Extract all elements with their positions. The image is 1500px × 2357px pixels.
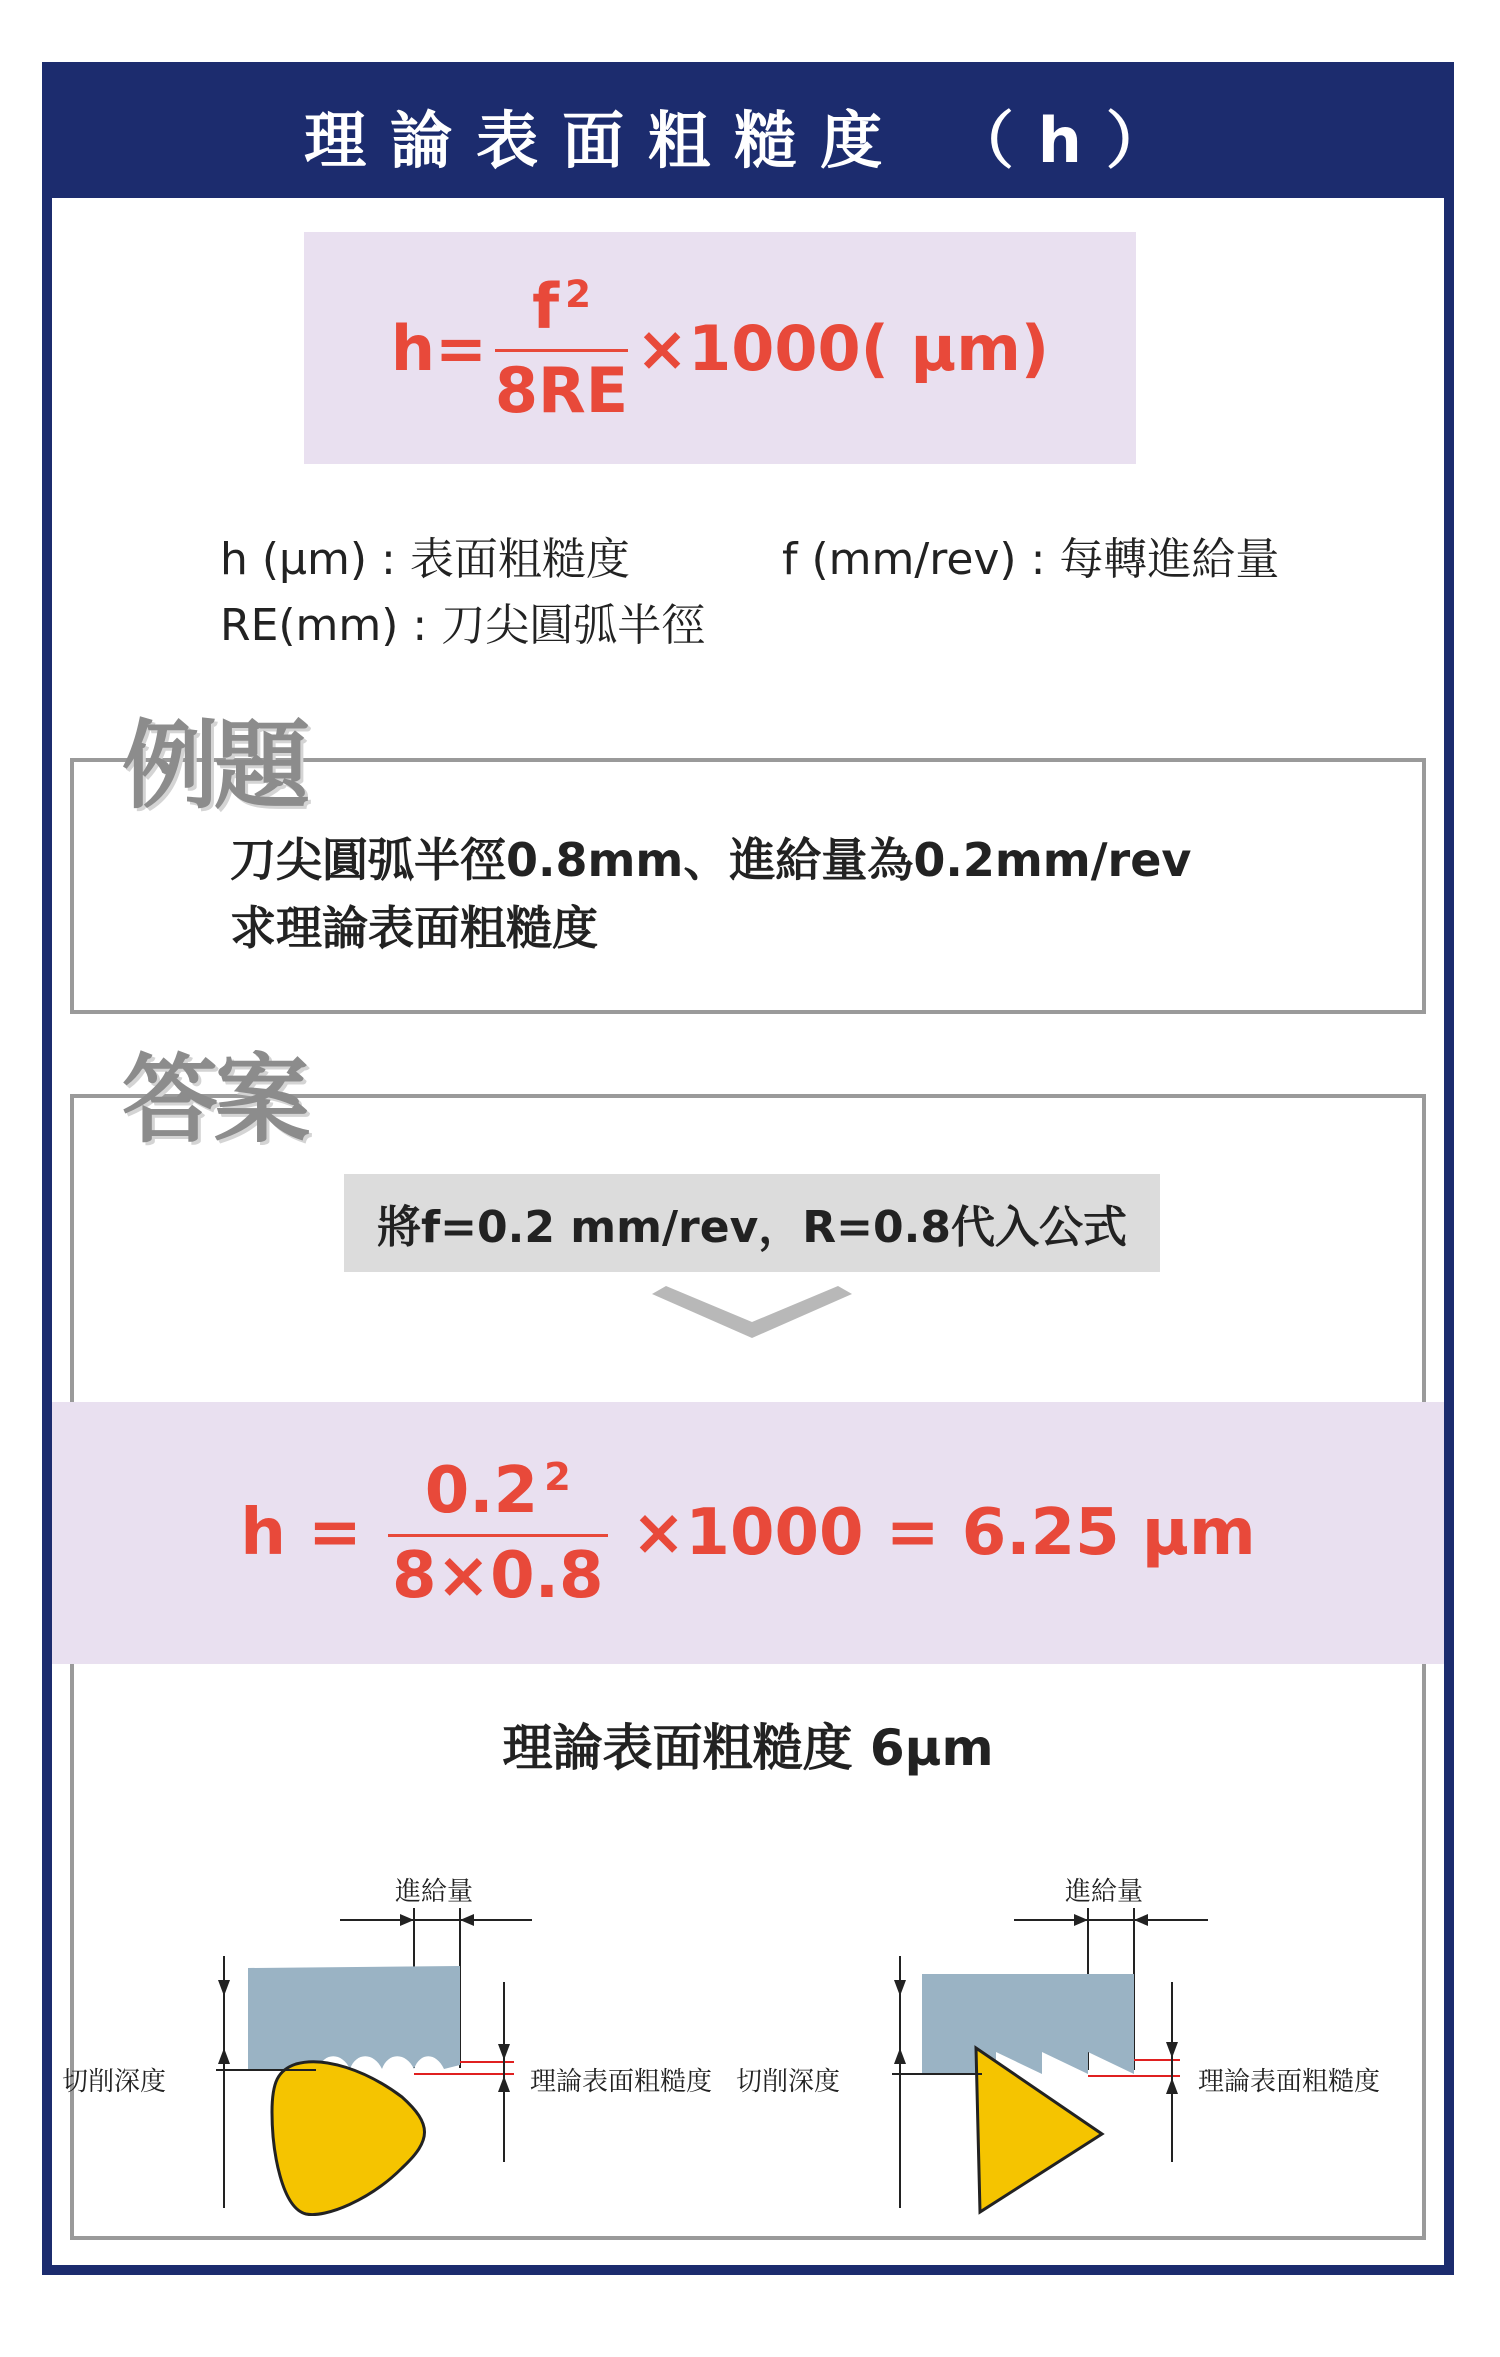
answer-conclusion: 理論表面粗糙度 6μm xyxy=(502,1719,994,1777)
variable-legend xyxy=(220,527,1279,659)
workpiece-left xyxy=(248,1966,460,2069)
formula-numerator: f $^2$ xyxy=(532,269,591,343)
round-insert-diagram xyxy=(62,1877,712,2215)
result-rhs: ×1000 = 6.25 μm xyxy=(631,1496,1256,1570)
example-prompt: 求理論表面粗糙度 xyxy=(230,901,598,955)
depth-label-left: 切削深度 xyxy=(61,2067,167,2097)
chevron-down-icon xyxy=(652,1286,852,1346)
example-label: 例題 xyxy=(122,710,306,822)
formula-lhs: h= xyxy=(390,311,487,385)
example-question: 刀尖圓弧半徑0.8mm、進給量為0.2mm/rev xyxy=(230,833,1192,887)
feed-label-left: 進給量 xyxy=(394,1877,474,1907)
roughness-label-left: 理論表面粗糙度 xyxy=(530,2067,713,2097)
answer-label: 答案 xyxy=(122,1044,306,1156)
page-title: 理論表面粗糙度 （h） xyxy=(52,72,1444,198)
result-lhs: h = xyxy=(240,1496,362,1570)
round-insert xyxy=(272,2062,425,2215)
feed-label-right: 進給量 xyxy=(1064,1877,1144,1907)
formula-fraction xyxy=(495,270,628,427)
result-band xyxy=(52,1402,1444,1664)
legend-f: f (mm/rev) : 每轉進給量 xyxy=(782,534,1280,585)
formula-power: 2 xyxy=(565,272,591,317)
main-frame xyxy=(42,62,1454,2275)
legend-re: RE(mm) : 刀尖圓弧半徑 xyxy=(220,600,706,651)
result-fraction xyxy=(388,1454,608,1613)
formula-box xyxy=(304,232,1136,464)
result-numerator: 0.2 $^2$ xyxy=(424,1453,571,1528)
result-power: 2 xyxy=(544,1455,571,1501)
result-denominator: 8×0.8 xyxy=(392,1538,604,1613)
triangle-insert xyxy=(976,2048,1102,2212)
sharp-insert-diagram xyxy=(736,1877,1380,2212)
depth-label-right: 切削深度 xyxy=(735,2067,841,2097)
roughness-label-right: 理論表面粗糙度 xyxy=(1198,2067,1381,2097)
workpiece-right xyxy=(922,1974,1134,2074)
legend-h: h (μm) : 表面粗糙度 xyxy=(220,534,630,585)
substitution-box: 將f=0.2 mm/rev，R=0.8代入公式 xyxy=(344,1174,1160,1272)
cutting-diagram xyxy=(52,1812,1444,2252)
formula-rhs: ×1000( μm) xyxy=(636,311,1050,385)
formula-denominator: 8RE xyxy=(494,353,629,427)
